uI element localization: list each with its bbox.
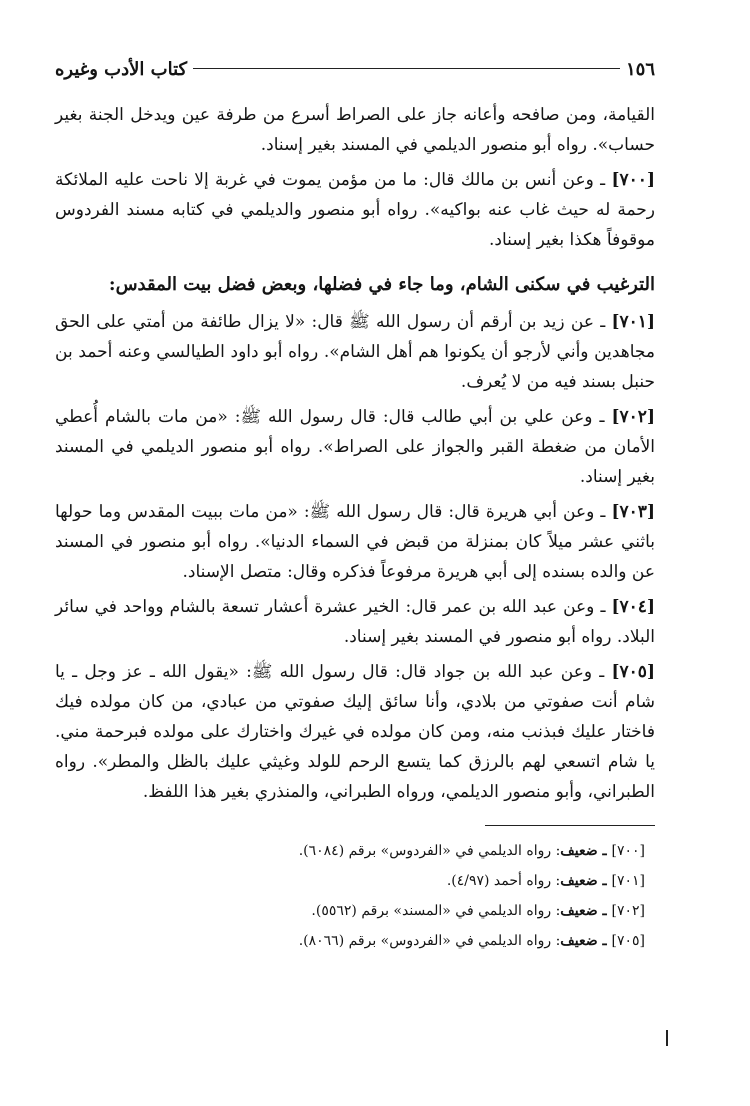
footnote-text: : رواه الديلمي في «المسند» برقم (٥٥٦٢). (311, 903, 561, 919)
footnote-text: : رواه الديلمي في «الفردوس» برقم (٦٠٨٤). (298, 843, 561, 859)
hadith-number: [٧٠٠] (611, 170, 655, 190)
hadith-text: ـ وعن علي بن أبي طالب قال: قال رسول الله ﷺ: «من مات بالشام أُعطي الأمان من ضغطة القبر والجواز على الصراط». رواه أبو منصور الديلمي في المسند بغير إسناد. (55, 407, 655, 487)
paragraph-text: القيامة، ومن صافحه وأعانه جاز على الصراط أسرع من طرفة عين ويدخل الجنة بغير حساب». رواه أبو منصور الديلمي في المسند بغير إسناد. (55, 105, 655, 155)
footnote (55, 866, 645, 896)
hadith-text: ـ وعن عبد الله بن جواد قال: قال رسول الله ﷺ: «يقول الله ـ عز وجل ـ يا شام أنت صفوتي من بلادي، وأنا سائق إليك صفوتي من عبادي، من كان مولده فيك فاختار عليك فبذنب منه، ومن كان مولده في غيرك واختارك على مولده فبرحمة مني. يا شام اتسعي لهم بالرزق كما يتسع الرحم للولد وغيثي عليك بالظل والمطر». رواه الطبراني، وأبو منصور الديلمي، ورواه الطبراني، والمنذري بغير هذا اللفظ. (55, 662, 655, 802)
footnote-separator (485, 825, 655, 826)
footnote-grade: ـ ضعيف (560, 843, 612, 859)
footnote-text: : رواه الديلمي في «الفردوس» برقم (٨٠٦٦). (298, 933, 561, 949)
hadith-702 (55, 402, 655, 492)
footnote-number: [٧٠١] (611, 873, 645, 889)
page-body (55, 100, 655, 956)
page-number: ١٥٦ (625, 59, 655, 80)
book-page (55, 58, 655, 1088)
footnote (55, 926, 645, 956)
footnote (55, 836, 645, 866)
footnote-grade: ـ ضعيف (560, 873, 612, 889)
hadith-text: ـ عن زيد بن أرقم أن رسول الله ﷺ قال: «لا يزال طائفة من أمتي على الحق مجاهدين وأني لأرجو أن يكونوا هم أهل الشام». رواه أبو داود الطيالسي وعنه أحمد بن حنبل بسند فيه من لا يُعرف. (55, 312, 655, 392)
section-heading: الترغيب في سكنى الشام، وما جاء في فضلها، وبعض فضل بيت المقدس: (108, 274, 655, 295)
hadith-703 (55, 497, 655, 587)
hadith-number: [٧٠٣] (611, 502, 655, 522)
paragraph-continued (55, 100, 655, 160)
footnotes (55, 836, 655, 956)
running-header (55, 58, 655, 86)
hadith-text: ـ وعن أبي هريرة قال: قال رسول الله ﷺ: «من مات ببيت المقدس وما حولها باثني عشر ميلاً كان بمنزلة من قبض في السماء الدنيا». رواه أبو منصور في المسند عن والده بسنده إلى أبي هريرة مرفوعاً فذكره وقال: متصل الإسناد. (55, 502, 655, 582)
footnote-grade: ـ ضعيف (560, 933, 612, 949)
header-rule (193, 68, 620, 69)
hadith-704 (55, 592, 655, 652)
footnote-number: [٧٠٢] (611, 903, 645, 919)
footnote-number: [٧٠٥] (611, 933, 645, 949)
hadith-number: [٧٠١] (611, 312, 655, 332)
hadith-number: [٧٠٤] (611, 597, 655, 617)
book-title: كتاب الأدب وغيره (55, 59, 188, 80)
footnote-grade: ـ ضعيف (560, 903, 612, 919)
footnote-text: : رواه أحمد (٤/٩٧). (446, 873, 561, 889)
hadith-text: ـ وعن عبد الله بن عمر قال: الخير عشرة أعشار تسعة بالشام وواحد في سائر البلاد. رواه أبو منصور في المسند بغير إسناد. (55, 597, 655, 647)
hadith-text: ـ وعن أنس بن مالك قال: ما من مؤمن يموت في غربة إلا ناحت عليه الملائكة رحمة له حيث غاب عنه بواكيه». رواه أبو منصور والديلمي في كتابه مسند الفردوس موقوفاً هكذا بغير إسناد. (55, 170, 655, 250)
hadith-number: [٧٠٢] (611, 407, 655, 427)
margin-mark (666, 1030, 668, 1046)
footnote (55, 896, 645, 926)
hadith-701 (55, 307, 655, 397)
footnote-number: [٧٠٠] (611, 843, 645, 859)
hadith-705 (55, 657, 655, 807)
hadith-700 (55, 165, 655, 255)
hadith-number: [٧٠٥] (611, 662, 655, 682)
